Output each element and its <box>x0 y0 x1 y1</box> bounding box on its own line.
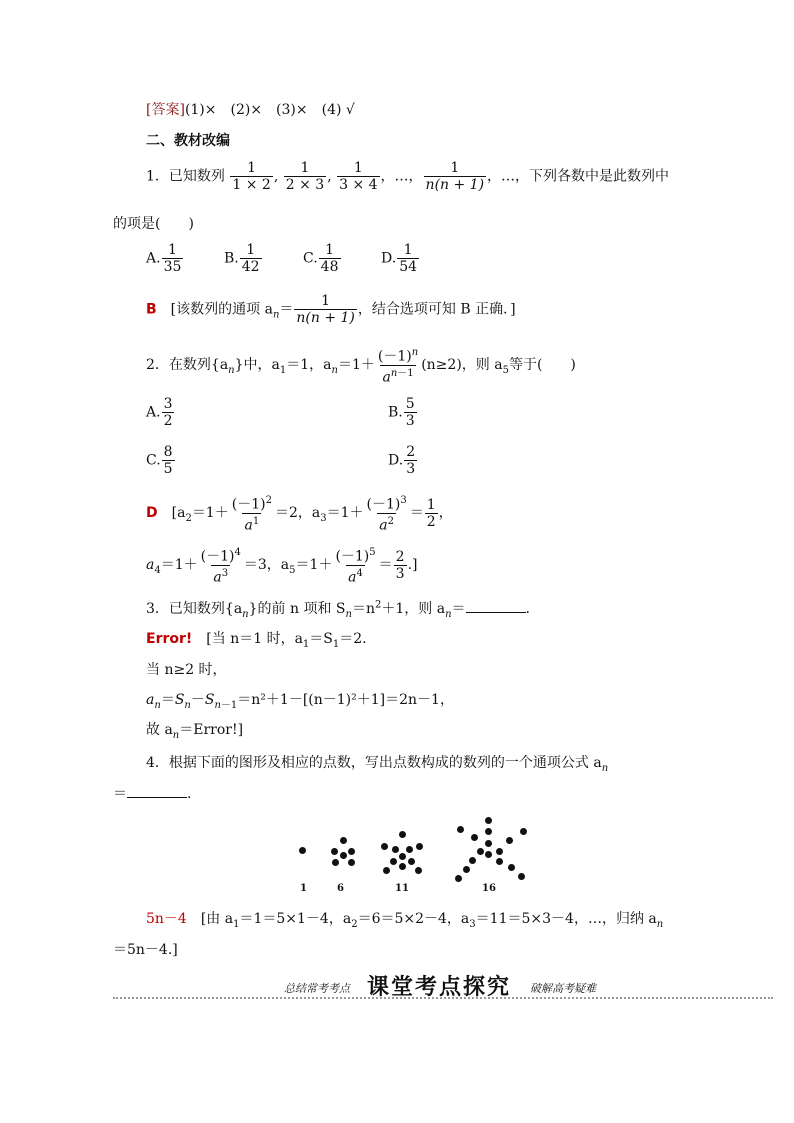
q2-option-b: B. $\frac{5}{3}$ <box>388 396 415 429</box>
dot <box>506 837 513 844</box>
dot <box>485 817 492 824</box>
dot <box>471 834 478 841</box>
dot <box>348 848 355 855</box>
q4-answer-line2: ＝5n－4.] <box>113 942 178 958</box>
fig-label-16: 16 <box>482 883 496 894</box>
question-4: 4．根据下面的图形及相应的点数，写出点数构成的数列的一个通项公式 $a_n$ <box>146 755 609 774</box>
fig-label-11: 11 <box>395 883 409 894</box>
section-title: 二、教材改编 <box>146 133 230 149</box>
dot <box>299 847 306 854</box>
dot <box>455 875 462 882</box>
dot <box>348 859 355 866</box>
dot <box>381 843 388 850</box>
footer-center: 课堂考点探究 <box>367 975 512 1000</box>
q3-error: Error! <box>146 631 193 647</box>
dot <box>399 853 406 860</box>
q1-frac-last: $\frac{1}{n(n + 1)}$ <box>425 160 485 193</box>
dot <box>457 826 464 833</box>
dot <box>496 848 503 855</box>
answer-items: (1)× (2)× (3)× (4) √ <box>184 102 355 118</box>
q3-answer-line3: $a_n=S_n-S_{n-1}=n^2+1-[(n-1)^2+1]=2n-1$， <box>146 692 454 711</box>
q2-answer-line2: $a_4=1+$ $\frac{(-1)^4}{a^3}$ ＝3，$a_5=1+$ $\frac{(-1)^5}{a^4}$ ＝ $\frac{2}{3}$ .] <box>146 547 418 586</box>
dot <box>332 859 339 866</box>
question-2: 2．在数列$\{a_n\}$中，$a_1=1$，$a_n=1+$ $\frac{(-1)^n}{a^{n-1}}$ (n≥2)，则 $a_5$等于( ) <box>146 347 576 386</box>
dot <box>496 858 503 865</box>
q4-blank <box>127 785 187 798</box>
q1-answer: B [该数列的通项 $a_n=$ $\frac{1}{n(n + 1)}$ ，结合选项可知 B 正确．] <box>146 293 516 326</box>
dot <box>408 858 415 865</box>
dot <box>340 852 347 859</box>
dot <box>340 837 347 844</box>
q3-blank <box>466 600 526 613</box>
q3-answer-line4: 故 $a_n=Error$!] <box>146 722 244 741</box>
q4-line2: ＝ . <box>113 786 192 802</box>
q1-frac-1: $\frac{1}{1 \times 2}$ <box>232 160 271 193</box>
fig-label-6: 6 <box>337 883 344 894</box>
question-1-line1: 1．已知数列 $\frac{1}{1 \times 2}$ , $\frac{1}{2 \times 3}$ , $\frac{1}{3 \times 4}$ ，…， $\frac{1}{n(n + 1)}$ ，…，下列各数中是此数列中 <box>146 160 670 193</box>
q4-answer-value: 5n－4 <box>146 911 187 927</box>
dot <box>331 848 338 855</box>
footer-right: 破解高考疑难 <box>530 982 596 995</box>
q1-frac-3: $\frac{1}{3 \times 4}$ <box>339 160 378 193</box>
dot <box>463 866 470 873</box>
q1-option-b: B. $\frac{1}{42}$ <box>224 242 260 275</box>
dot <box>399 831 406 838</box>
footer-divider <box>113 997 773 999</box>
q2-option-c: C. $\frac{8}{5}$ <box>146 444 173 477</box>
q2-option-a: A. $\frac{3}{2}$ <box>146 396 173 429</box>
q1-option-c: C. $\frac{1}{48}$ <box>303 242 339 275</box>
dot <box>415 867 422 874</box>
q1-option-a: A. $\frac{1}{35}$ <box>146 242 182 275</box>
dot <box>485 840 492 847</box>
q3-answer-line1: Error! [当 n＝1 时，$a_1=S_1=2$. <box>146 631 367 650</box>
answer-label: [答案] <box>146 102 185 118</box>
dot <box>392 846 399 853</box>
answer-line <box>146 99 355 119</box>
q1-answer-letter: B <box>146 301 157 318</box>
dot <box>469 857 476 864</box>
q1-option-d: D. $\frac{1}{54}$ <box>381 242 418 275</box>
q3-answer-line2: 当 n≥2 时， <box>146 662 227 678</box>
dot <box>508 864 515 871</box>
dot <box>485 851 492 858</box>
q2-answer-letter: D <box>146 505 158 522</box>
fig-label-1: 1 <box>300 883 307 894</box>
q2-option-d: D. $\frac{2}{3}$ <box>388 444 416 477</box>
q1-frac-2: $\frac{1}{2 \times 3}$ <box>285 160 325 193</box>
dot <box>383 867 390 874</box>
q1-num: 1．已知数列 <box>146 168 225 185</box>
q1-tail: ，…，下列各数中是此数列中 <box>487 168 670 185</box>
dot <box>520 828 527 835</box>
dot <box>390 858 397 865</box>
q1-line2: 的项是( ) <box>113 216 194 232</box>
dot <box>406 846 413 853</box>
q2-answer-line1: D [$a_2=1+$ $\frac{(-1)^2}{a^1}$ ＝2，$a_3=1+$ $\frac{(-1)^3}{a^2}$ ＝ $\frac{1}{2}$ ， <box>146 495 453 534</box>
footer-left: 总结常考考点 <box>284 982 350 995</box>
dot <box>399 863 406 870</box>
question-3: 3．已知数列$\{a_n\}$的前 n 项和 $S_n=n^2+1$，则 $a_n=$ . <box>146 599 530 620</box>
q1-mid: ，…， <box>380 168 423 185</box>
dot <box>477 848 484 855</box>
dot <box>518 873 525 880</box>
q4-answer-line1: 5n－4 [由 $a_1=1=5\times 1-4$，$a_2=6=5\times 2-4$，$a_3=11=5\times 3-4$，…，归纳 $a_n$ <box>146 911 664 930</box>
dot <box>416 843 423 850</box>
dot <box>485 828 492 835</box>
